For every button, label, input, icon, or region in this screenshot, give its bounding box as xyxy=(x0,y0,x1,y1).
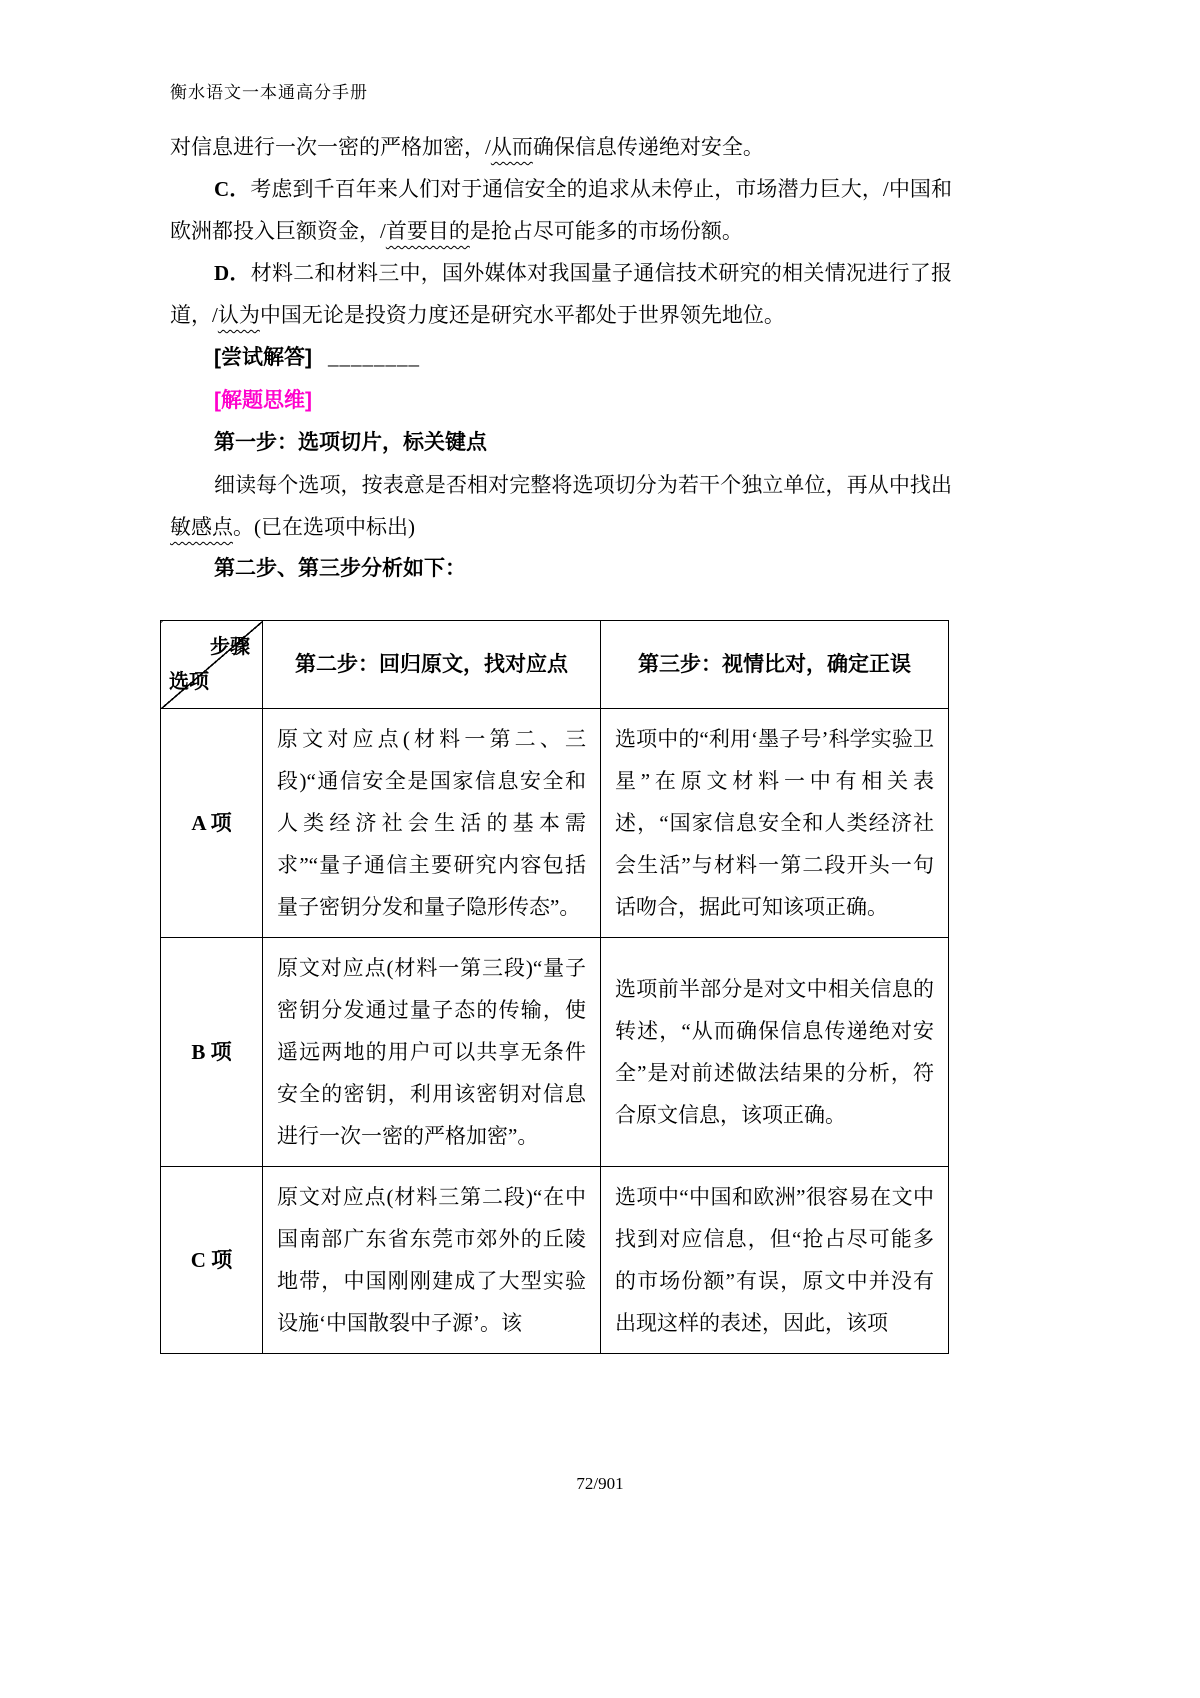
steps23-heading: 第二步、第三步分析如下： xyxy=(214,557,466,580)
corner-header-cell xyxy=(161,621,263,709)
table-row-option-a xyxy=(161,709,949,938)
text-segment: 对信息进行一次一密的严格加密，/ xyxy=(170,135,491,159)
wavy-marked-text: 敏感点 xyxy=(170,515,233,539)
row-b-source-correspondence: 原文对应点(材料一第三段)“量子密钥分发通过量子态的传输，使遥远两地的用户可以共享无条件安全的密钥，利用该密钥对信息进行一次一密的严格加密”。 xyxy=(263,938,601,1167)
page-content xyxy=(170,126,952,1354)
text-segment: 材料二和材料三中，国外媒体对我国量子通信技术研究的相关情况进行了报道，/ xyxy=(170,261,952,327)
running-header: 衡水语文一本通高分手册 xyxy=(170,83,368,102)
column-header-step2: 第二步：回归原文，找对应点 xyxy=(263,621,601,709)
option-b-tail-paragraph xyxy=(170,126,952,168)
wavy-marked-text: 从而 xyxy=(490,135,533,159)
corner-label-steps: 步骤 xyxy=(210,636,250,658)
option-letter: D． xyxy=(214,261,251,285)
step1-heading: 第一步：选项切片，标关键点 xyxy=(214,431,487,454)
wavy-marked-text: 认为 xyxy=(217,303,260,327)
column-header-step3: 第三步：视情比对，确定正误 xyxy=(601,621,949,709)
table-row-option-b xyxy=(161,938,949,1167)
table-row-option-c xyxy=(161,1167,949,1354)
solving-thinking-line xyxy=(170,379,952,422)
wavy-marked-text: 首要目的 xyxy=(385,219,470,243)
row-a-judgement: 选项中的“利用‘墨子号’科学实验卫星”在原文材料一中有相关表述，“国家信息安全和人类经济社会生活”与材料一第二段开头一句话吻合，据此可知该项正确。 xyxy=(601,709,949,938)
text-segment: 细读每个选项，按表意是否相对完整将选项切分为若干个独立单位，再从中找出 xyxy=(214,473,952,497)
text-segment: 中国无论是投资力度还是研究水平都处于世界领先地位。 xyxy=(259,303,785,327)
row-b-judgement: 选项前半部分是对文中相关信息的转述，“从而确保信息传递绝对安全”是对前述做法结果的分析，符合原文信息，该项正确。 xyxy=(601,938,949,1167)
row-label-a: A 项 xyxy=(161,709,263,938)
page-number: 72/901 xyxy=(576,1474,624,1493)
answer-blank: ________ xyxy=(328,345,420,369)
row-label-c: C 项 xyxy=(161,1167,263,1354)
option-d-paragraph xyxy=(170,252,952,336)
table-header-row xyxy=(161,621,949,709)
analysis-table xyxy=(160,620,949,1354)
corner-label-options: 选项 xyxy=(169,671,209,693)
row-a-source-correspondence: 原文对应点(材料一第二、三段)“通信安全是国家信息安全和人类经济社会生活的基本需求”“量子通信主要研究内容包括量子密钥分发和量子隐形传态”。 xyxy=(263,709,601,938)
option-letter: C． xyxy=(214,177,251,201)
text-segment: 。(已在选项中标出) xyxy=(233,515,415,539)
attempt-answer-line xyxy=(170,336,952,379)
text-segment: 是抢占尽可能多的市场份额。 xyxy=(469,219,743,243)
text-segment: 确保信息传递绝对安全。 xyxy=(532,135,764,159)
option-c-paragraph xyxy=(170,168,952,252)
text-segment: 考虑到千百年来人们对于通信安全的追求从未停止，市场潜力巨大，/中国和欧洲都投入巨额资金，/ xyxy=(170,177,952,243)
step1-instruction-paragraph xyxy=(170,464,952,548)
solving-thinking-label: [解题思维] xyxy=(214,389,312,412)
row-c-judgement: 选项中“中国和欧洲”很容易在文中找到对应信息，但“抢占尽可能多的市场份额”有误，原文中并没有出现这样的表述，因此，该项 xyxy=(601,1167,949,1354)
attempt-answer-label: [尝试解答] xyxy=(214,346,312,369)
row-label-b: B 项 xyxy=(161,938,263,1167)
row-c-source-correspondence: 原文对应点(材料三第二段)“在中国南部广东省东莞市郊外的丘陵地带，中国刚刚建成了大型实验设施‘中国散裂中子源’。该 xyxy=(263,1167,601,1354)
